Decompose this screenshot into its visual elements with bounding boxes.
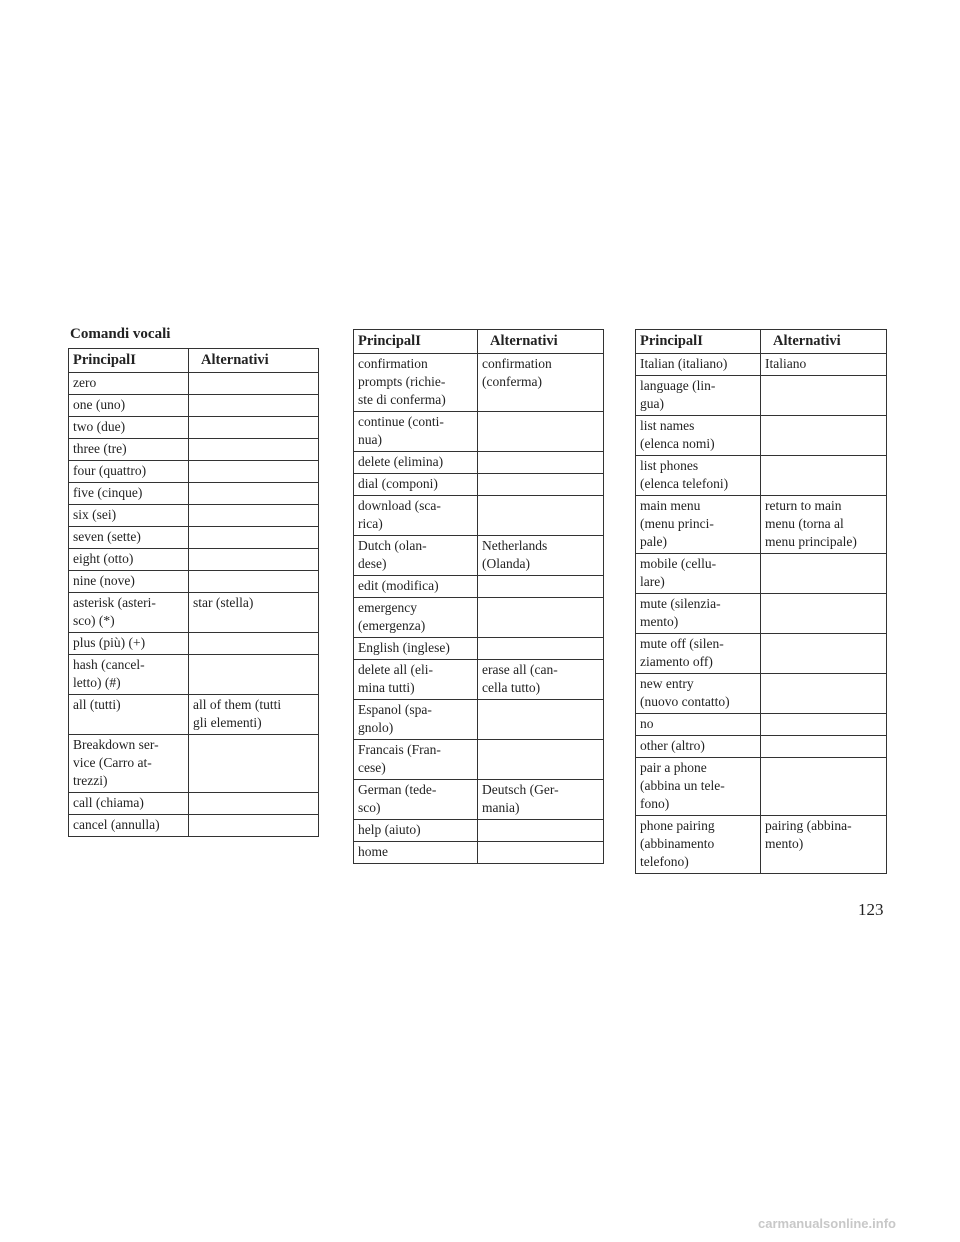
table-row [69, 655, 319, 695]
primary-command-cell: download (sca- rica) [354, 496, 478, 536]
primary-command-cell: six (sei) [69, 505, 189, 527]
header-primary: PrincipalI [69, 349, 189, 373]
voice-commands-table-3 [635, 329, 887, 874]
voice-commands-table-1 [68, 348, 319, 837]
alternative-command-cell [189, 527, 319, 549]
primary-command-cell: Italian (italiano) [636, 354, 761, 376]
table-row [69, 695, 319, 735]
page-number: 123 [858, 900, 884, 919]
watermark: carmanualsonline.info [758, 1216, 896, 1231]
alternative-command-cell [478, 452, 604, 474]
table-row [354, 412, 604, 452]
table-row [69, 417, 319, 439]
primary-command-cell: mobile (cellu- lare) [636, 554, 761, 594]
table-row [636, 674, 887, 714]
primary-command-cell: asterisk (asteri- sco) (*) [69, 593, 189, 633]
alternative-command-cell [189, 793, 319, 815]
primary-command-cell: seven (sette) [69, 527, 189, 549]
primary-command-cell: home [354, 842, 478, 864]
primary-command-cell: dial (componi) [354, 474, 478, 496]
table-row [69, 793, 319, 815]
primary-command-cell: Dutch (olan- dese) [354, 536, 478, 576]
table-row [69, 461, 319, 483]
alternative-command-cell [761, 736, 887, 758]
alternative-command-cell [761, 456, 887, 496]
table-row [69, 483, 319, 505]
table-row [354, 536, 604, 576]
header-alternative: Alternativi [478, 330, 604, 354]
table-row [636, 416, 887, 456]
alternative-command-cell: Deutsch (Ger- mania) [478, 780, 604, 820]
table-row [354, 576, 604, 598]
table-header-row [354, 330, 604, 354]
table-row [354, 660, 604, 700]
table-row [69, 373, 319, 395]
alternative-command-cell [189, 571, 319, 593]
primary-command-cell: new entry (nuovo contatto) [636, 674, 761, 714]
primary-command-cell: two (due) [69, 417, 189, 439]
alternative-command-cell [478, 700, 604, 740]
table-row [69, 593, 319, 633]
table-row [636, 816, 887, 874]
table-row [69, 815, 319, 837]
alternative-command-cell [189, 417, 319, 439]
table-header-row [636, 330, 887, 354]
table-row [636, 758, 887, 816]
alternative-command-cell [478, 496, 604, 536]
alternative-command-cell [189, 373, 319, 395]
table-row [69, 633, 319, 655]
table-header-row [69, 349, 319, 373]
primary-command-cell: English (inglese) [354, 638, 478, 660]
alternative-command-cell [189, 439, 319, 461]
table-row [69, 395, 319, 417]
alternative-command-cell: Netherlands (Olanda) [478, 536, 604, 576]
table-row [636, 354, 887, 376]
table-row [636, 634, 887, 674]
header-alternative: Alternativi [189, 349, 319, 373]
alternative-command-cell: confirmation (conferma) [478, 354, 604, 412]
alternative-command-cell [189, 461, 319, 483]
primary-command-cell: zero [69, 373, 189, 395]
alternative-command-cell [478, 412, 604, 452]
primary-command-cell: three (tre) [69, 439, 189, 461]
alternative-command-cell [478, 820, 604, 842]
primary-command-cell: mute (silenzia- mento) [636, 594, 761, 634]
table-row [636, 376, 887, 416]
table-row [354, 474, 604, 496]
primary-command-cell: eight (otto) [69, 549, 189, 571]
alternative-command-cell [761, 376, 887, 416]
alternative-command-cell [189, 549, 319, 571]
primary-command-cell: delete (elimina) [354, 452, 478, 474]
table-row [354, 842, 604, 864]
alternative-command-cell: erase all (can- cella tutto) [478, 660, 604, 700]
alternative-command-cell [189, 633, 319, 655]
alternative-command-cell [761, 594, 887, 634]
alternative-command-cell [761, 634, 887, 674]
alternative-command-cell [189, 815, 319, 837]
table-row [354, 496, 604, 536]
alternative-command-cell: star (stella) [189, 593, 319, 633]
table-row [636, 496, 887, 554]
primary-command-cell: five (cinque) [69, 483, 189, 505]
alternative-command-cell [189, 483, 319, 505]
primary-command-cell: all (tutti) [69, 695, 189, 735]
alternative-command-cell: return to main menu (torna al menu principale) [761, 496, 887, 554]
primary-command-cell: help (aiuto) [354, 820, 478, 842]
table-row [354, 740, 604, 780]
primary-command-cell: other (altro) [636, 736, 761, 758]
header-primary: PrincipalI [354, 330, 478, 354]
alternative-command-cell [189, 395, 319, 417]
primary-command-cell: cancel (annulla) [69, 815, 189, 837]
primary-command-cell: plus (più) (+) [69, 633, 189, 655]
primary-command-cell: language (lin- gua) [636, 376, 761, 416]
alternative-command-cell: pairing (abbina- mento) [761, 816, 887, 874]
primary-command-cell: edit (modifica) [354, 576, 478, 598]
primary-command-cell: Francais (Fran- cese) [354, 740, 478, 780]
alternative-command-cell [478, 474, 604, 496]
primary-command-cell: list phones (elenca telefoni) [636, 456, 761, 496]
alternative-command-cell [189, 505, 319, 527]
table-row [69, 735, 319, 793]
voice-commands-table-2 [353, 329, 604, 864]
table-row [354, 638, 604, 660]
table-row [354, 820, 604, 842]
section-title: Comandi vocali [70, 326, 171, 342]
alternative-command-cell [478, 740, 604, 780]
alternative-command-cell [761, 416, 887, 456]
primary-command-cell: pair a phone (abbina un tele- fono) [636, 758, 761, 816]
primary-command-cell: hash (cancel- letto) (#) [69, 655, 189, 695]
primary-command-cell: confirmation prompts (richie- ste di conferma) [354, 354, 478, 412]
table-row [636, 736, 887, 758]
primary-command-cell: German (tede- sco) [354, 780, 478, 820]
primary-command-cell: call (chiama) [69, 793, 189, 815]
primary-command-cell: no [636, 714, 761, 736]
primary-command-cell: Breakdown ser- vice (Carro at- trezzi) [69, 735, 189, 793]
alternative-command-cell [478, 598, 604, 638]
primary-command-cell: phone pairing (abbinamento telefono) [636, 816, 761, 874]
header-alternative: Alternativi [761, 330, 887, 354]
alternative-command-cell [761, 554, 887, 594]
table-row [69, 549, 319, 571]
primary-command-cell: main menu (menu princi- pale) [636, 496, 761, 554]
primary-command-cell: list names (elenca nomi) [636, 416, 761, 456]
alternative-command-cell [761, 758, 887, 816]
primary-command-cell: Espanol (spa- gnolo) [354, 700, 478, 740]
alternative-command-cell [761, 714, 887, 736]
header-primary: PrincipalI [636, 330, 761, 354]
primary-command-cell: continue (conti- nua) [354, 412, 478, 452]
table-row [354, 700, 604, 740]
primary-command-cell: nine (nove) [69, 571, 189, 593]
table-row [354, 452, 604, 474]
alternative-command-cell [189, 655, 319, 695]
alternative-command-cell: all of them (tutti gli elementi) [189, 695, 319, 735]
table-row [636, 714, 887, 736]
table-row [69, 505, 319, 527]
table-row [354, 598, 604, 638]
alternative-command-cell [478, 842, 604, 864]
table-row [69, 439, 319, 461]
table-row [354, 780, 604, 820]
alternative-command-cell [189, 735, 319, 793]
table-row [354, 354, 604, 412]
table-row [69, 571, 319, 593]
primary-command-cell: mute off (silen- ziamento off) [636, 634, 761, 674]
table-row [69, 527, 319, 549]
primary-command-cell: one (uno) [69, 395, 189, 417]
table-row [636, 594, 887, 634]
alternative-command-cell [478, 638, 604, 660]
alternative-command-cell [478, 576, 604, 598]
primary-command-cell: delete all (eli- mina tutti) [354, 660, 478, 700]
primary-command-cell: emergency (emergenza) [354, 598, 478, 638]
primary-command-cell: four (quattro) [69, 461, 189, 483]
alternative-command-cell: Italiano [761, 354, 887, 376]
table-row [636, 456, 887, 496]
table-row [636, 554, 887, 594]
alternative-command-cell [761, 674, 887, 714]
